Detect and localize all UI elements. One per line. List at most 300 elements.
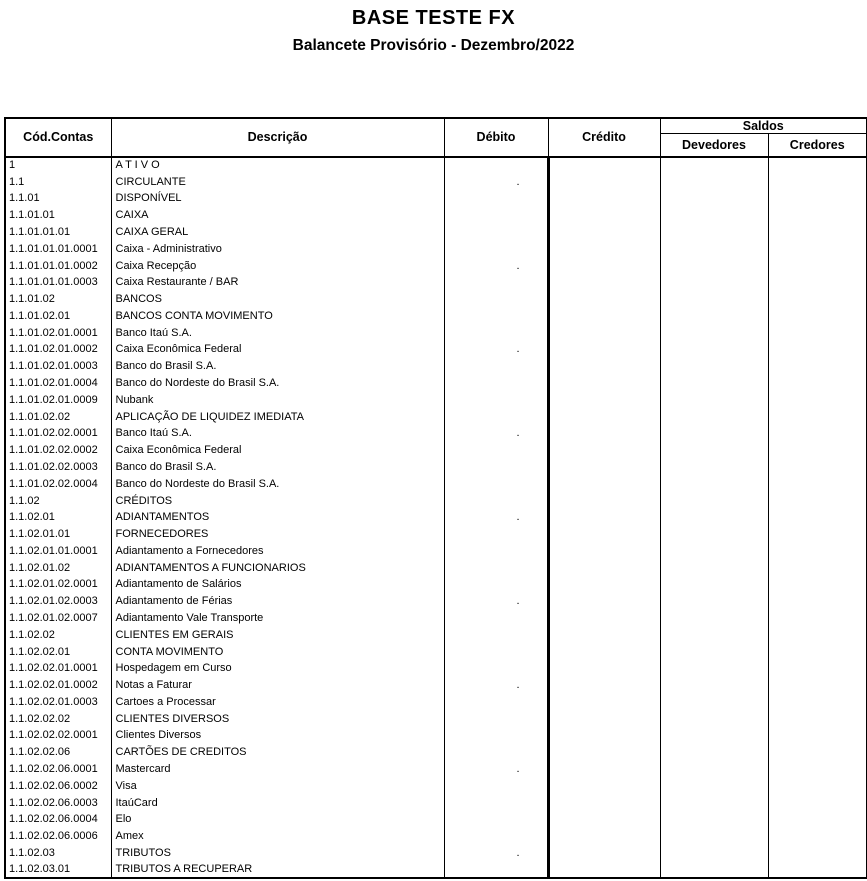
account-description: Amex: [111, 828, 444, 845]
account-code: 1.1.01.02.02: [5, 408, 111, 425]
account-description: ADIANTAMENTOS: [111, 509, 444, 526]
saldo-devedores-value: [660, 408, 768, 425]
credito-value: [548, 526, 660, 543]
debito-value: .: [444, 677, 548, 694]
account-description: Banco Itaú S.A.: [111, 425, 444, 442]
credito-value: [548, 341, 660, 358]
table-row: [5, 744, 867, 761]
account-description: CIRCULANTE: [111, 173, 444, 190]
account-code: 1.1.01: [5, 190, 111, 207]
table-row: [5, 660, 867, 677]
saldo-devedores-value: [660, 157, 768, 174]
credito-value: [548, 157, 660, 174]
credito-value: [548, 173, 660, 190]
account-description: CAIXA GERAL: [111, 224, 444, 241]
table-row: [5, 341, 867, 358]
account-code: 1.1.01.02.02.0002: [5, 442, 111, 459]
credito-value: [548, 643, 660, 660]
saldo-credores-value: [768, 308, 867, 325]
account-description: Caixa Econômica Federal: [111, 442, 444, 459]
saldo-devedores-value: [660, 576, 768, 593]
credito-value: [548, 408, 660, 425]
table-row: [5, 777, 867, 794]
credito-value: [548, 442, 660, 459]
saldo-devedores-value: [660, 526, 768, 543]
account-code: 1.1.01.01.01.0003: [5, 274, 111, 291]
debito-value: [444, 710, 548, 727]
table-row: [5, 677, 867, 694]
account-description: FORNECEDORES: [111, 526, 444, 543]
debito-value: .: [444, 425, 548, 442]
table-row: [5, 375, 867, 392]
debito-value: [444, 240, 548, 257]
account-code: 1.1.02.01: [5, 509, 111, 526]
col-header-saldos: Saldos: [660, 118, 867, 134]
table-row: [5, 576, 867, 593]
table-row: [5, 358, 867, 375]
credito-value: [548, 391, 660, 408]
table-row: [5, 526, 867, 543]
credito-value: [548, 475, 660, 492]
saldo-credores-value: [768, 777, 867, 794]
table-row: [5, 425, 867, 442]
credito-value: [548, 626, 660, 643]
table-row: [5, 694, 867, 711]
saldo-credores-value: [768, 643, 867, 660]
saldo-credores-value: [768, 291, 867, 308]
credito-value: [548, 777, 660, 794]
account-code: 1.1.02.02.06.0001: [5, 761, 111, 778]
account-code: 1.1.01.01.01.0001: [5, 240, 111, 257]
debito-value: [444, 324, 548, 341]
debito-value: [444, 291, 548, 308]
debito-value: [444, 358, 548, 375]
saldo-credores-value: [768, 744, 867, 761]
account-code: 1.1.02: [5, 492, 111, 509]
credito-value: [548, 375, 660, 392]
debito-value: [444, 475, 548, 492]
saldo-devedores-value: [660, 358, 768, 375]
saldo-credores-value: [768, 173, 867, 190]
saldo-credores-value: [768, 845, 867, 862]
saldo-devedores-value: [660, 677, 768, 694]
credito-value: [548, 677, 660, 694]
saldo-devedores-value: [660, 459, 768, 476]
saldo-credores-value: [768, 576, 867, 593]
account-code: 1.1.01.01.01: [5, 224, 111, 241]
saldo-devedores-value: [660, 660, 768, 677]
saldo-credores-value: [768, 425, 867, 442]
debito-value: [444, 526, 548, 543]
debito-value: [444, 777, 548, 794]
account-code: 1.1.02.02.01.0001: [5, 660, 111, 677]
credito-value: [548, 224, 660, 241]
debito-value: [444, 157, 548, 174]
account-description: Notas a Faturar: [111, 677, 444, 694]
saldo-credores-value: [768, 811, 867, 828]
account-description: Visa: [111, 777, 444, 794]
account-code: 1.1.02.02.01: [5, 643, 111, 660]
account-code: 1.1.02.02.06: [5, 744, 111, 761]
saldo-credores-value: [768, 727, 867, 744]
saldo-credores-value: [768, 358, 867, 375]
saldo-credores-value: [768, 610, 867, 627]
account-code: 1.1.01.02.01.0003: [5, 358, 111, 375]
account-code: 1.1.02.01.02: [5, 559, 111, 576]
saldo-devedores-value: [660, 257, 768, 274]
table-row: [5, 240, 867, 257]
saldo-devedores-value: [660, 643, 768, 660]
account-description: Banco do Brasil S.A.: [111, 358, 444, 375]
account-code: 1.1.02.02.06.0003: [5, 794, 111, 811]
saldo-credores-value: [768, 257, 867, 274]
report-subtitle: Balancete Provisório - Dezembro/2022: [292, 37, 575, 54]
saldo-credores-value: [768, 526, 867, 543]
saldo-devedores-value: [660, 744, 768, 761]
saldo-devedores-value: [660, 324, 768, 341]
account-description: Adiantamento a Fornecedores: [111, 542, 444, 559]
table-row: [5, 224, 867, 241]
account-description: Clientes Diversos: [111, 727, 444, 744]
account-description: Banco do Nordeste do Brasil S.A.: [111, 375, 444, 392]
credito-value: [548, 828, 660, 845]
saldo-devedores-value: [660, 828, 768, 845]
table-row: [5, 492, 867, 509]
saldo-devedores-value: [660, 559, 768, 576]
credito-value: [548, 761, 660, 778]
debito-value: [444, 492, 548, 509]
account-code: 1.1.02.02.02: [5, 710, 111, 727]
credito-value: [548, 207, 660, 224]
debito-value: .: [444, 845, 548, 862]
table-row: [5, 845, 867, 862]
credito-value: [548, 593, 660, 610]
saldo-credores-value: [768, 475, 867, 492]
saldo-devedores-value: [660, 341, 768, 358]
account-description: CRÉDITOS: [111, 492, 444, 509]
credito-value: [548, 710, 660, 727]
saldo-devedores-value: [660, 593, 768, 610]
table-row: [5, 291, 867, 308]
debito-value: [444, 744, 548, 761]
account-code: 1.1.01.02.02.0001: [5, 425, 111, 442]
account-code: 1.1.01.02.01.0004: [5, 375, 111, 392]
col-header-devedores: Devedores: [660, 134, 768, 157]
credito-value: [548, 660, 660, 677]
saldo-devedores-value: [660, 207, 768, 224]
table-row: [5, 861, 867, 878]
debito-value: .: [444, 761, 548, 778]
account-code: 1: [5, 157, 111, 174]
credito-value: [548, 509, 660, 526]
credito-value: [548, 542, 660, 559]
saldo-credores-value: [768, 207, 867, 224]
saldo-devedores-value: [660, 542, 768, 559]
account-code: 1.1.01.02.01.0001: [5, 324, 111, 341]
debito-value: [444, 610, 548, 627]
saldo-credores-value: [768, 593, 867, 610]
table-row: [5, 173, 867, 190]
table-row: [5, 643, 867, 660]
credito-value: [548, 274, 660, 291]
saldo-devedores-value: [660, 509, 768, 526]
account-description: CARTÕES DE CREDITOS: [111, 744, 444, 761]
table-row: [5, 710, 867, 727]
account-code: 1.1.02.02: [5, 626, 111, 643]
saldo-devedores-value: [660, 475, 768, 492]
saldo-devedores-value: [660, 274, 768, 291]
debito-value: [444, 375, 548, 392]
debito-value: [444, 308, 548, 325]
account-description: BANCOS CONTA MOVIMENTO: [111, 308, 444, 325]
debito-value: .: [444, 341, 548, 358]
debito-value: [444, 794, 548, 811]
account-code: 1.1.01.02: [5, 291, 111, 308]
credito-value: [548, 727, 660, 744]
account-code: 1.1.02.02.01.0002: [5, 677, 111, 694]
account-code: 1.1.02.03: [5, 845, 111, 862]
account-description: Adiantamento de Salários: [111, 576, 444, 593]
account-description: Hospedagem em Curso: [111, 660, 444, 677]
table-row: [5, 626, 867, 643]
saldo-devedores-value: [660, 308, 768, 325]
debito-value: [444, 408, 548, 425]
table-row: [5, 794, 867, 811]
saldo-devedores-value: [660, 291, 768, 308]
balancete-table: [4, 117, 867, 879]
account-description: Banco do Brasil S.A.: [111, 459, 444, 476]
saldo-devedores-value: [660, 861, 768, 878]
table-row: [5, 727, 867, 744]
saldo-credores-value: [768, 408, 867, 425]
debito-value: [444, 660, 548, 677]
saldo-devedores-value: [660, 610, 768, 627]
saldo-credores-value: [768, 240, 867, 257]
table-row: [5, 610, 867, 627]
saldo-devedores-value: [660, 425, 768, 442]
table-row: [5, 459, 867, 476]
debito-value: [444, 274, 548, 291]
table-row: [5, 190, 867, 207]
saldo-credores-value: [768, 677, 867, 694]
credito-value: [548, 811, 660, 828]
account-code: 1.1.02.03.01: [5, 861, 111, 878]
credito-value: [548, 559, 660, 576]
debito-value: [444, 727, 548, 744]
account-description: ItaúCard: [111, 794, 444, 811]
credito-value: [548, 694, 660, 711]
account-description: CAIXA: [111, 207, 444, 224]
saldo-devedores-value: [660, 761, 768, 778]
account-description: Elo: [111, 811, 444, 828]
table-row: [5, 157, 867, 174]
debito-value: [444, 694, 548, 711]
credito-value: [548, 240, 660, 257]
debito-value: [444, 828, 548, 845]
account-description: APLICAÇÃO DE LIQUIDEZ IMEDIATA: [111, 408, 444, 425]
table-header: [5, 118, 867, 157]
credito-value: [548, 190, 660, 207]
account-code: 1.1.02.01.02.0007: [5, 610, 111, 627]
credito-value: [548, 308, 660, 325]
credito-value: [548, 610, 660, 627]
saldo-credores-value: [768, 794, 867, 811]
account-description: TRIBUTOS: [111, 845, 444, 862]
debito-value: [444, 643, 548, 660]
table-row: [5, 308, 867, 325]
account-description: BANCOS: [111, 291, 444, 308]
saldo-devedores-value: [660, 710, 768, 727]
saldo-credores-value: [768, 391, 867, 408]
saldo-credores-value: [768, 190, 867, 207]
account-description: Caixa Restaurante / BAR: [111, 274, 444, 291]
table-row: [5, 408, 867, 425]
table-row: [5, 761, 867, 778]
col-header-debito: Débito: [444, 118, 548, 157]
account-code: 1.1: [5, 173, 111, 190]
saldo-credores-value: [768, 375, 867, 392]
account-code: 1.1.01.02.01.0002: [5, 341, 111, 358]
account-description: Caixa Recepção: [111, 257, 444, 274]
saldo-devedores-value: [660, 375, 768, 392]
credito-value: [548, 576, 660, 593]
saldo-credores-value: [768, 710, 867, 727]
saldo-credores-value: [768, 492, 867, 509]
table-row: [5, 257, 867, 274]
account-code: 1.1.01.01: [5, 207, 111, 224]
table-row: [5, 442, 867, 459]
account-code: 1.1.02.01.01.0001: [5, 542, 111, 559]
table-row: [5, 509, 867, 526]
debito-value: [444, 207, 548, 224]
table-row: [5, 324, 867, 341]
saldo-credores-value: [768, 861, 867, 878]
account-code: 1.1.01.02.01.0009: [5, 391, 111, 408]
table-row: [5, 828, 867, 845]
saldo-credores-value: [768, 324, 867, 341]
saldo-devedores-value: [660, 442, 768, 459]
account-description: CLIENTES EM GERAIS: [111, 626, 444, 643]
account-description: Banco do Nordeste do Brasil S.A.: [111, 475, 444, 492]
debito-value: [444, 459, 548, 476]
table-row: [5, 475, 867, 492]
saldo-credores-value: [768, 459, 867, 476]
credito-value: [548, 358, 660, 375]
saldo-devedores-value: [660, 694, 768, 711]
table-row: [5, 207, 867, 224]
credito-value: [548, 291, 660, 308]
credito-value: [548, 257, 660, 274]
account-description: Banco Itaú S.A.: [111, 324, 444, 341]
saldo-devedores-value: [660, 811, 768, 828]
debito-value: [444, 224, 548, 241]
table-body: [5, 157, 867, 879]
account-code: 1.1.01.02.02.0004: [5, 475, 111, 492]
account-description: Adiantamento de Férias: [111, 593, 444, 610]
account-description: DISPONÍVEL: [111, 190, 444, 207]
table-row: [5, 542, 867, 559]
account-description: Mastercard: [111, 761, 444, 778]
credito-value: [548, 744, 660, 761]
saldo-credores-value: [768, 626, 867, 643]
account-description: A T I V O: [111, 157, 444, 174]
account-description: Caixa Econômica Federal: [111, 341, 444, 358]
saldo-devedores-value: [660, 190, 768, 207]
table-row: [5, 274, 867, 291]
saldo-credores-value: [768, 828, 867, 845]
debito-value: [444, 442, 548, 459]
credito-value: [548, 492, 660, 509]
col-header-descricao: Descrição: [111, 118, 444, 157]
account-description: TRIBUTOS A RECUPERAR: [111, 861, 444, 878]
credito-value: [548, 324, 660, 341]
debito-value: .: [444, 257, 548, 274]
credito-value: [548, 425, 660, 442]
saldo-devedores-value: [660, 845, 768, 862]
account-description: CLIENTES DIVERSOS: [111, 710, 444, 727]
saldo-credores-value: [768, 509, 867, 526]
account-code: 1.1.02.02.02.0001: [5, 727, 111, 744]
report-page: [0, 7, 867, 881]
debito-value: [444, 861, 548, 878]
table-row: [5, 593, 867, 610]
account-code: 1.1.02.01.02.0001: [5, 576, 111, 593]
account-description: ADIANTAMENTOS A FUNCIONARIOS: [111, 559, 444, 576]
account-code: 1.1.02.02.06.0004: [5, 811, 111, 828]
debito-value: [444, 811, 548, 828]
saldo-credores-value: [768, 694, 867, 711]
saldo-credores-value: [768, 542, 867, 559]
debito-value: [444, 190, 548, 207]
credito-value: [548, 459, 660, 476]
saldo-devedores-value: [660, 794, 768, 811]
table-row: [5, 391, 867, 408]
account-code: 1.1.01.02.01: [5, 308, 111, 325]
col-header-credores: Credores: [768, 134, 867, 157]
debito-value: .: [444, 509, 548, 526]
saldo-devedores-value: [660, 626, 768, 643]
account-description: CONTA MOVIMENTO: [111, 643, 444, 660]
account-code: 1.1.01.02.02.0003: [5, 459, 111, 476]
debito-value: [444, 391, 548, 408]
account-description: Adiantamento Vale Transporte: [111, 610, 444, 627]
saldo-devedores-value: [660, 727, 768, 744]
account-code: 1.1.01.01.01.0002: [5, 257, 111, 274]
account-code: 1.1.02.02.01.0003: [5, 694, 111, 711]
saldo-devedores-value: [660, 224, 768, 241]
debito-value: [444, 576, 548, 593]
saldo-credores-value: [768, 224, 867, 241]
account-description: Caixa - Administrativo: [111, 240, 444, 257]
account-code: 1.1.02.01.02.0003: [5, 593, 111, 610]
debito-value: .: [444, 593, 548, 610]
account-code: 1.1.02.02.06.0002: [5, 777, 111, 794]
account-code: 1.1.02.02.06.0006: [5, 828, 111, 845]
credito-value: [548, 794, 660, 811]
saldo-devedores-value: [660, 492, 768, 509]
col-header-cod-contas: Cód.Contas: [5, 118, 111, 157]
saldo-devedores-value: [660, 391, 768, 408]
saldo-credores-value: [768, 559, 867, 576]
debito-value: [444, 542, 548, 559]
saldo-credores-value: [768, 761, 867, 778]
saldo-credores-value: [768, 274, 867, 291]
table-row: [5, 559, 867, 576]
account-description: Nubank: [111, 391, 444, 408]
table-row: [5, 811, 867, 828]
report-title: BASE TESTE FX: [351, 7, 516, 29]
saldo-credores-value: [768, 442, 867, 459]
